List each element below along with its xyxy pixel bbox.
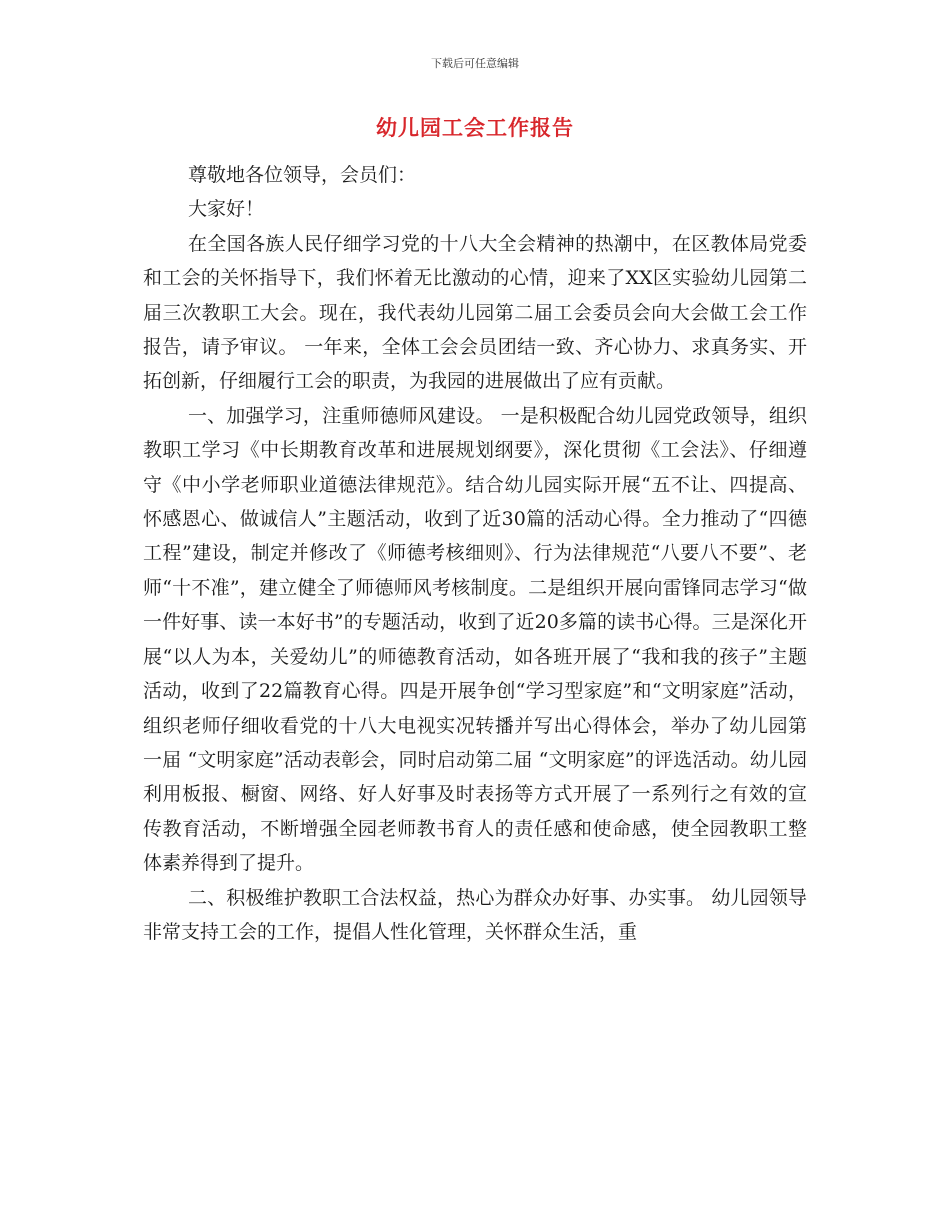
greeting: 大家好！ — [188, 198, 265, 221]
salutation: 尊敬地各位领导，会员们： — [188, 164, 417, 186]
document-body — [143, 158, 807, 949]
paragraph-section-1: 一、加强学习，注重师德师风建设。 一是积极配合幼儿园党政领导，组织教职工学习《中长期教育改革和进展规划纲要》，深化贯彻《工会法》、仔细遵守《中小学老师职业道德法律规范》。结合幼儿园实际开展“五不让、四提高、怀感恩心、做诚信人”主题活动，收到了近30篇的活动心得。全力推动了“四德工程”建设，制定并修改了《师德考核细则》、行为法律规范“八要八不要”、老师“十不准”，建立健全了师德师风考核制度。二是组织开展向雷锋同志学习“做一件好事、读一本好书”的专题活动，收到了近20多篇的读书心得。三是深化开展“以人为本，关爱幼儿”的师德教育活动，如各班开展了“我和我的孩子”主题活动，收到了22篇教育心得。四是开展争创“学习型家庭”和“文明家庭”活动，组织老师仔细收看党的十八大电视实况转播并写出心得体会，举办了幼儿园第一届 “文明家庭”活动表彰会，同时启动第二届 “文明家庭”的评选活动。幼儿园利用板报、橱窗、网络、好人好事及时表扬等方式开展了一系列行之有效的宣传教育活动，不断增强全园老师教书育人的责任感和使命感，使全园教职工整体素养得到了提升。 — [143, 404, 807, 875]
header-note: 下载后可任意编辑 — [431, 57, 519, 70]
paragraph-section-2: 二、积极维护教职工合法权益，热心为群众办好事、办实事。 幼儿园领导非常支持工会的工作，提倡人性化管理，关怀群众生活，重 — [143, 886, 807, 943]
document-title: 幼儿园工会工作报告 — [376, 115, 574, 140]
paragraph-intro: 在全国各族人民仔细学习党的十八大全会精神的热潮中，在区教体局党委和工会的关怀指导下，我们怀着无比激动的心情，迎来了XX区实验幼儿园第二届三次教职工大会。现在，我代表幼儿园第二届工会委员会向大会做工会工作报告，请予审议。 一年来，全体工会会员团结一致、齐心协力、求真务实、开拓创新，仔细履行工会的职责，为我园的进展做出了应有贡献。 — [143, 232, 807, 393]
